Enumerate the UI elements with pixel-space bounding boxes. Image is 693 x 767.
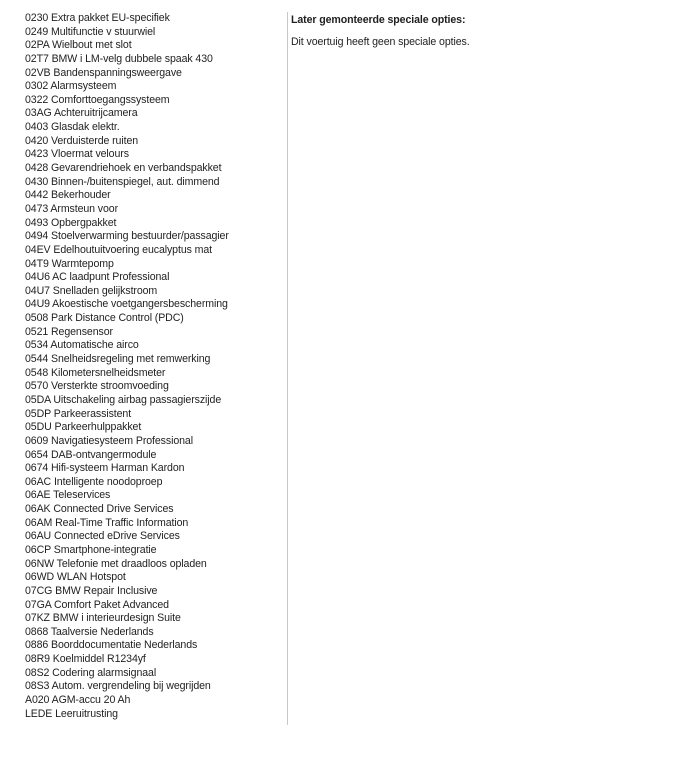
- option-item: 07GA Comfort Paket Advanced: [25, 598, 169, 611]
- option-item: 08R9 Koelmiddel R1234yf: [25, 653, 146, 666]
- option-item: 0473 Armsteun voor: [25, 202, 119, 215]
- option-item: 05DA Uitschakeling airbag passagierszijde: [25, 393, 222, 406]
- option-item: 0302 Alarmsysteem: [25, 80, 117, 93]
- option-item: 0570 Versterkte stroomvoeding: [25, 380, 169, 393]
- option-item: 06AE Teleservices: [25, 489, 111, 502]
- option-item: 0428 Gevarendriehoek en verbandspakket: [25, 162, 222, 175]
- option-item: 06AK Connected Drive Services: [25, 503, 174, 516]
- option-item: 05DP Parkeerassistent: [25, 407, 132, 420]
- option-item: 07CG BMW Repair Inclusive: [25, 584, 158, 597]
- option-item: 02VB Bandenspanningsweergave: [25, 66, 182, 79]
- option-item: 0442 Bekerhouder: [25, 189, 111, 202]
- option-item: 02T7 BMW i LM-velg dubbele spaak 430: [25, 52, 213, 65]
- option-item: LEDE Leeruitrusting: [25, 707, 118, 720]
- option-item: 08S3 Autom. vergrendeling bij wegrijden: [25, 680, 211, 693]
- later-options-title: Later gemonteerde speciale opties:: [291, 14, 466, 26]
- option-item: 06AC Intelligente noodoproep: [25, 475, 163, 488]
- option-item: 0430 Binnen-/buitenspiegel, aut. dimmend: [25, 175, 220, 188]
- column-divider: [287, 12, 288, 725]
- option-item: 05DU Parkeerhulppakket: [25, 421, 142, 434]
- option-item: 0423 Vloermat velours: [25, 148, 129, 161]
- option-item: 0230 Extra pakket EU-specifiek: [25, 12, 170, 24]
- option-item: 0493 Opbergpakket: [25, 216, 117, 229]
- option-item: 02PA Wielbout met slot: [25, 39, 132, 52]
- option-item: 06CP Smartphone-integratie: [25, 543, 157, 556]
- option-item: 0494 Stoelverwarming bestuurder/passagier: [25, 230, 229, 243]
- option-item: 0654 DAB-ontvangermodule: [25, 448, 157, 461]
- option-item: 06NW Telefonie met draadloos opladen: [25, 557, 207, 570]
- option-item: 0674 Hifi-systeem Harman Kardon: [25, 462, 185, 475]
- option-item: 0508 Park Distance Control (PDC): [25, 312, 184, 325]
- option-item: 0322 Comforttoegangssysteem: [25, 93, 170, 106]
- option-item: 0868 Taalversie Nederlands: [25, 625, 154, 638]
- later-options-text: Dit voertuig heeft geen speciale opties.: [291, 36, 470, 48]
- option-item: 06WD WLAN Hotspot: [25, 571, 126, 584]
- option-item: 07KZ BMW i interieurdesign Suite: [25, 612, 181, 625]
- option-item: 0548 Kilometersnelheidsmeter: [25, 366, 166, 379]
- option-item: 08S2 Codering alarmsignaal: [25, 666, 157, 679]
- option-item: 03AG Achteruitrijcamera: [25, 107, 138, 120]
- option-item: 0609 Navigatiesysteem Professional: [25, 434, 193, 447]
- later-options-section: [291, 13, 681, 49]
- option-item: 0544 Snelheidsregeling met remwerking: [25, 353, 211, 366]
- option-item: 04EV Edelhoutuitvoering eucalyptus mat: [25, 243, 213, 256]
- option-item: 04T9 Warmtepomp: [25, 257, 114, 270]
- option-item: 0886 Boorddocumentatie Nederlands: [25, 639, 198, 652]
- option-item: 0534 Automatische airco: [25, 339, 139, 352]
- option-item: 06AM Real-Time Traffic Information: [25, 516, 189, 529]
- option-item: A020 AGM-accu 20 Ah: [25, 694, 131, 707]
- factory-options-list: [25, 12, 280, 721]
- option-item: 04U7 Snelladen gelijkstroom: [25, 284, 158, 297]
- option-item: 04U6 AC laadpunt Professional: [25, 271, 170, 284]
- option-item: 04U9 Akoestische voetgangersbescherming: [25, 298, 228, 311]
- option-item: 0249 Multifunctie v stuurwiel: [25, 25, 156, 38]
- option-item: 0521 Regensensor: [25, 325, 113, 338]
- option-item: 06AU Connected eDrive Services: [25, 530, 180, 543]
- option-item: 0403 Glasdak elektr.: [25, 121, 120, 134]
- option-item: 0420 Verduisterde ruiten: [25, 134, 139, 147]
